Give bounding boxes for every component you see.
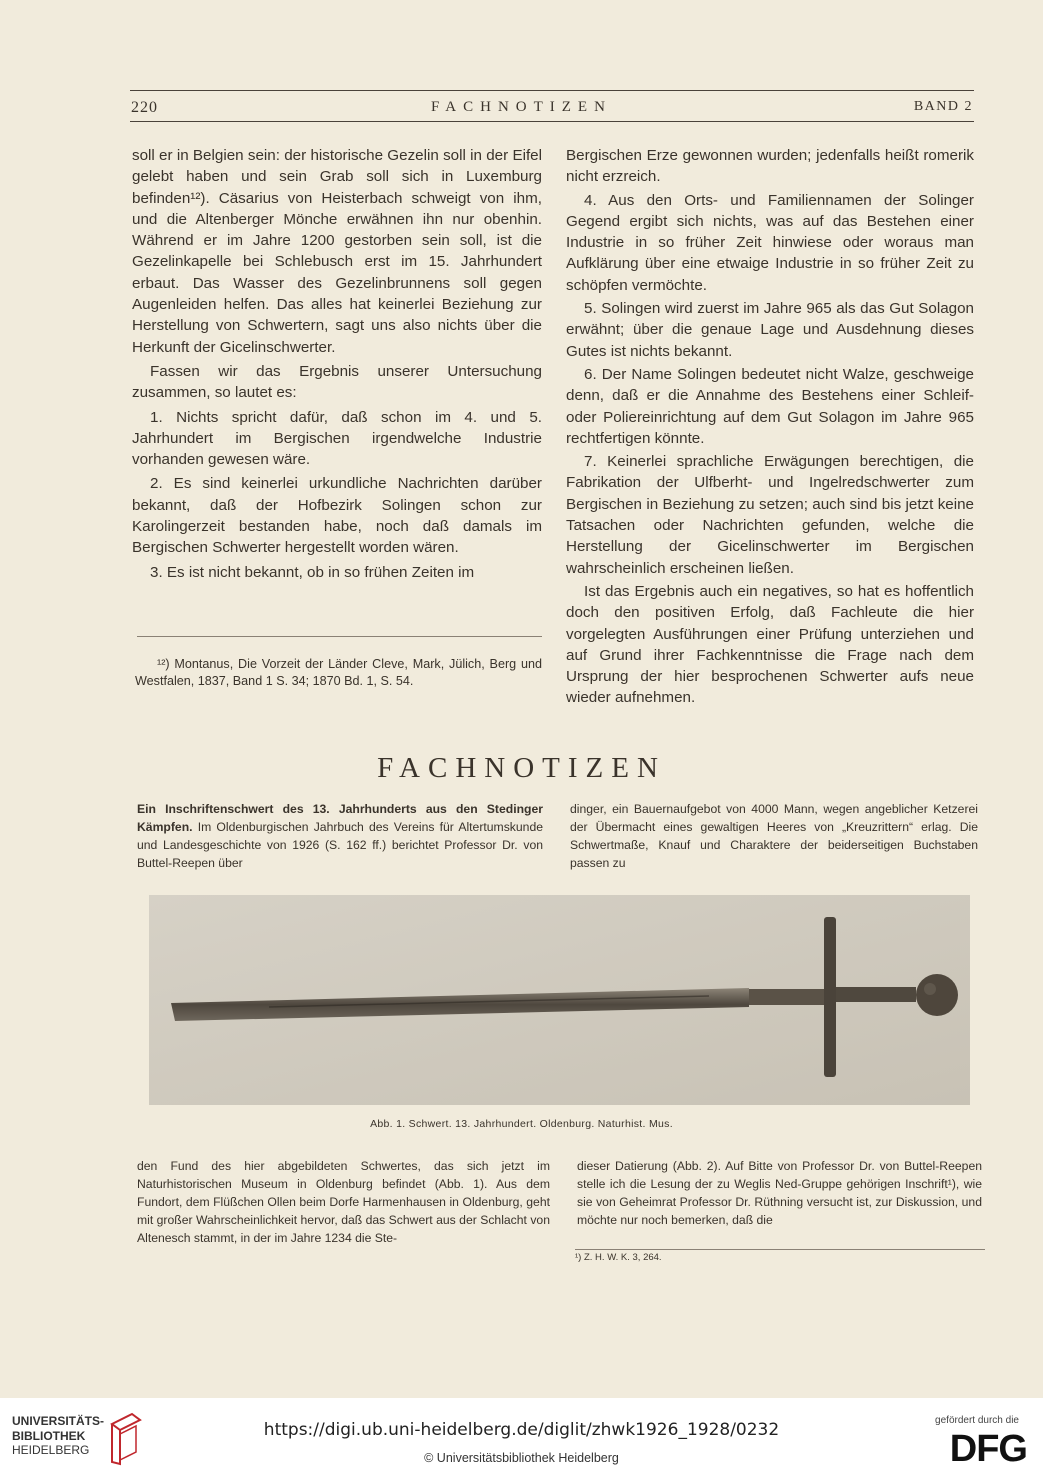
article-body-left: [137, 1157, 550, 1247]
library-name-line: UNIVERSITÄTS-: [12, 1414, 105, 1428]
article-body-right: [577, 1157, 982, 1229]
article-text: den Fund des hier abgebildeten Schwertes, das sich jetzt im Naturhistorischen Museum in Oldenburg befindet (Abb. 1). Aus dem Fundort, dem Flüßchen Ollen beim Dorfe Harmenhausen in Oldenburg, geht mit großer Wahrscheinlichkeit hervor, daß das Schwert aus der Schlacht von Altenesch stammt, in der im Jahre 1234 die Ste-: [137, 1159, 550, 1245]
dfg-logo: DFG: [949, 1428, 1027, 1470]
article-heading: Ein Inschriftenschwert des 13. Jahrhunderts aus den Stedinger Kämpfen.: [137, 802, 543, 834]
library-name-line: BIBLIOTHEK: [12, 1428, 86, 1443]
article-footnote: ¹) Z. H. W. K. 3, 264.: [575, 1252, 662, 1263]
copyright-notice: © Universitätsbibliothek Heidelberg: [424, 1451, 619, 1465]
list-item: 2. Es sind keinerlei urkundliche Nachrichten darüber bekannt, daß der Hofbezirk Solingen schon zur Karolingerzeit bestanden habe, noch daß damals im Bergischen Schwerter hergestellt worden wären.: [132, 475, 542, 557]
paragraph: Fassen wir das Ergebnis unserer Untersuchung zusammen, so lautet es:: [132, 362, 542, 402]
article-text: Im Oldenburgischen Jahrbuch des Vereins für Altertumskunde und Landesgeschichte von 1926 (S. 162 ff.) berichtet Professor Dr. von Buttel-Reepen über: [137, 820, 543, 870]
footnote: [135, 656, 542, 690]
header-bottom-rule: [130, 121, 974, 122]
footnote-text: ¹²) Montanus, Die Vorzeit der Länder Cleve, Mark, Jülich, Berg und Westfalen, 1837, Band 1 S. 34; 1870 Bd. 1, S. 54.: [135, 657, 542, 688]
right-column: [566, 145, 974, 709]
list-item: 4. Aus den Orts- und Familiennamen der Solinger Gegend ergibt sich nichts, was auf das Bestehen einer Industrie in so früher Zeit hinwiese oder woraus man Aufklärung über eine etwaige Industrie in so früher Zeit zu schöpfen vermöchte.: [566, 191, 974, 294]
running-title: FACHNOTIZEN: [431, 99, 612, 115]
paragraph: soll er in Belgien sein: der historische Gezelin soll in der Eifel gelebt haben und sein Grab soll sich in Luxemburg befinden¹²). Cäsarius von Heisterbach schweigt von ihm, und die Altenberger Mönche erwähnen ihn nur obenhin. Während er im Jahre 1200 gestorben sein soll, ist die Gezelinkapelle bei Schlebusch erst im 15. Jahrhundert erbaut. Das Wasser des Gezelinbrunnens soll gegen Augenleiden helfen. Das alles hat keinerlei Beziehung zur Herstellung von Schwertern, sagt uns also nichts über die Herkunft der Gicelinschwerter.: [132, 147, 542, 356]
section-title: FACHNOTIZEN: [377, 752, 666, 784]
list-item: 5. Solingen wird zuerst im Jahre 965 als das Gut Solagon erwähnt; über die genaue Lage und Ausdehnung dieses Gutes ist nichts bekannt.: [566, 300, 974, 360]
library-name-line: HEIDELBERG: [12, 1443, 90, 1457]
volume-label: BAND 2: [913, 99, 973, 114]
article-text: dieser Datierung (Abb. 2). Auf Bitte von Professor Dr. von Buttel-Reepen stelle ich die Lesung der zu Weglis Ned-Gruppe gehörigen Inschrift¹), wie sie von Geheimrat Professor Dr. Rüthning versucht ist, zur Diskussion, und möchte nur noch bemerken, daß die: [577, 1159, 982, 1227]
left-column: [132, 145, 542, 583]
sword-image: [149, 895, 970, 1105]
list-item: 7. Keinerlei sprachliche Erwägungen berechtigen, die Fabrikation der Ulfberht- und Ingelredschwerter zum Bergischen in Beziehung zu setzen; auch sind bis jetzt keine Tatsachen oder Nachrichten gefunden, welche die Herstellung der Gicelinschwerter im Bergischen wahrscheinlich erscheinen ließen.: [566, 453, 974, 577]
page-number: 220: [131, 99, 158, 116]
paragraph: Bergischen Erze gewonnen wurden; jedenfalls heißt romerik nicht erzreich.: [566, 147, 974, 186]
figure-caption: Abb. 1. Schwert. 13. Jahrhundert. Oldenburg. Naturhist. Mus.: [370, 1118, 673, 1130]
article-intro-right: [570, 800, 978, 872]
paragraph: Ist das Ergebnis auch ein negatives, so hat es hoffentlich doch den positiven Erfolg, daß Fachleute die hier vorgelegten Ausführungen einer Prüfung unterziehen und auf Grund ihrer Fachkenntnisse die Frage nach dem Ursprung der hier besprochenen Schwerter aufs neue wieder aufnehmen.: [566, 582, 974, 707]
article-intro-left: [137, 800, 543, 872]
article-text: dinger, ein Bauernaufgebot von 4000 Mann, wegen angeblicher Ketzerei der Übermacht eines gewaltigen Heeres von „Kreuzrittern“ erlag. Die Schwertmaße, Knauf und Charaktere der beiderseitigen Buchstaben passen zu: [570, 802, 978, 870]
list-item: 3. Es ist nicht bekannt, ob in so frühen Zeiten im: [150, 563, 475, 581]
list-item: 1. Nichts spricht dafür, daß schon im 4. und 5. Jahrhundert im Bergischen irgendwelche Industrie vorhanden gewesen wäre.: [132, 408, 542, 469]
list-item: 6. Der Name Solingen bedeutet nicht Walze, geschweige denn, daß er die Annahme des Bestehens einer Schleif- oder Poliereinrichtung auf dem Gut Solagon im Jahre 965 rechtfertigen könnte.: [566, 365, 974, 447]
footnote-rule: [137, 636, 542, 637]
funded-by-label: gefördert durch die: [935, 1415, 1019, 1426]
header-top-rule: [130, 90, 974, 91]
sword-photograph: [149, 895, 970, 1105]
footnote-rule: [575, 1249, 985, 1250]
permalink-url[interactable]: https://digi.ub.uni-heidelberg.de/diglit/zhwk1926_1928/0232: [263, 1420, 780, 1440]
